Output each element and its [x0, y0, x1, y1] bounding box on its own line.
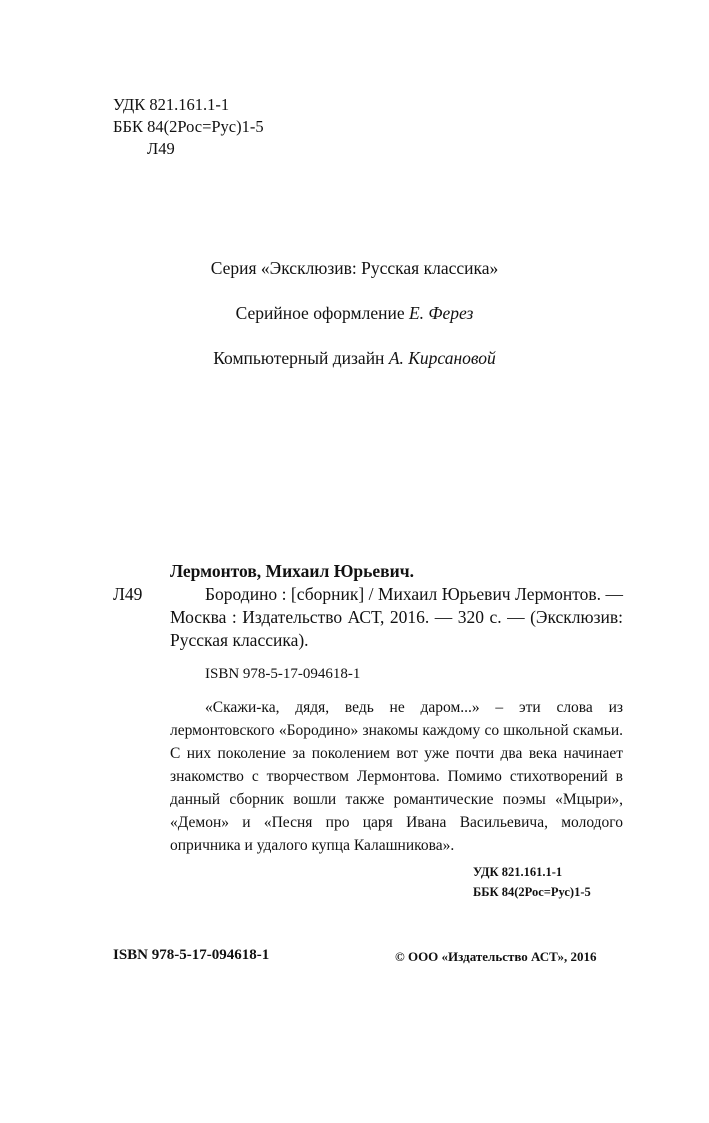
- catalog-author: Лермонтов, Михаил Юрьевич.: [170, 561, 414, 581]
- series-title: Серия «Эксклюзив: Русская классика»: [210, 258, 499, 278]
- computer-design-name: А. Кирсановой: [388, 348, 496, 368]
- catalog-record: [170, 560, 623, 652]
- catalog-description: Бородино : [сборник] / Михаил Юрьевич Лермонтов. — Москва : Издательство АСТ, 2016. — 320 с. — (Эксклюзив: Русская классика).: [170, 584, 623, 650]
- computer-design-label: Компьютерный дизайн: [213, 348, 385, 368]
- footer-isbn: ISBN 978-5-17-094618-1: [113, 947, 270, 963]
- catalog-abstract: «Скажи-ка, дядя, ведь не даром...» – эти слова из лермонтовского «Бородино» знакомы каждому со школьной скамьи. С них поколение за поколением вот уже почти два века начинает знакомство с творчеством Лермонтова. Помимо стихотворений в данный сборник вошли также романтические поэмы «Мцыри», «Демон» и «Песня про царя Ивана Васильевича, молодого опричника и удалого купца Калашникова».: [170, 699, 623, 854]
- catalog-classification: [473, 862, 591, 902]
- computer-design-line: [0, 348, 709, 369]
- catalog-isbn: ISBN 978-5-17-094618-1: [205, 666, 361, 682]
- series-line: [0, 258, 709, 279]
- catalog-bbk: ББК 84(2Рос=Рус)1-5: [473, 885, 591, 899]
- catalog-author-mark: Л49: [113, 584, 143, 604]
- series-design-label: Серийное оформление: [235, 303, 405, 323]
- series-design-name: Е. Ферез: [408, 303, 474, 323]
- footer-copyright: © ООО «Издательство АСТ», 2016: [395, 949, 597, 964]
- classification-block: [113, 94, 264, 160]
- author-mark: Л49: [147, 139, 175, 158]
- series-design-line: [0, 303, 709, 324]
- catalog-udk: УДК 821.161.1-1: [473, 865, 563, 879]
- bbk-code: ББК 84(2Рос=Рус)1-5: [113, 117, 264, 136]
- udk-code: УДК 821.161.1-1: [113, 95, 230, 114]
